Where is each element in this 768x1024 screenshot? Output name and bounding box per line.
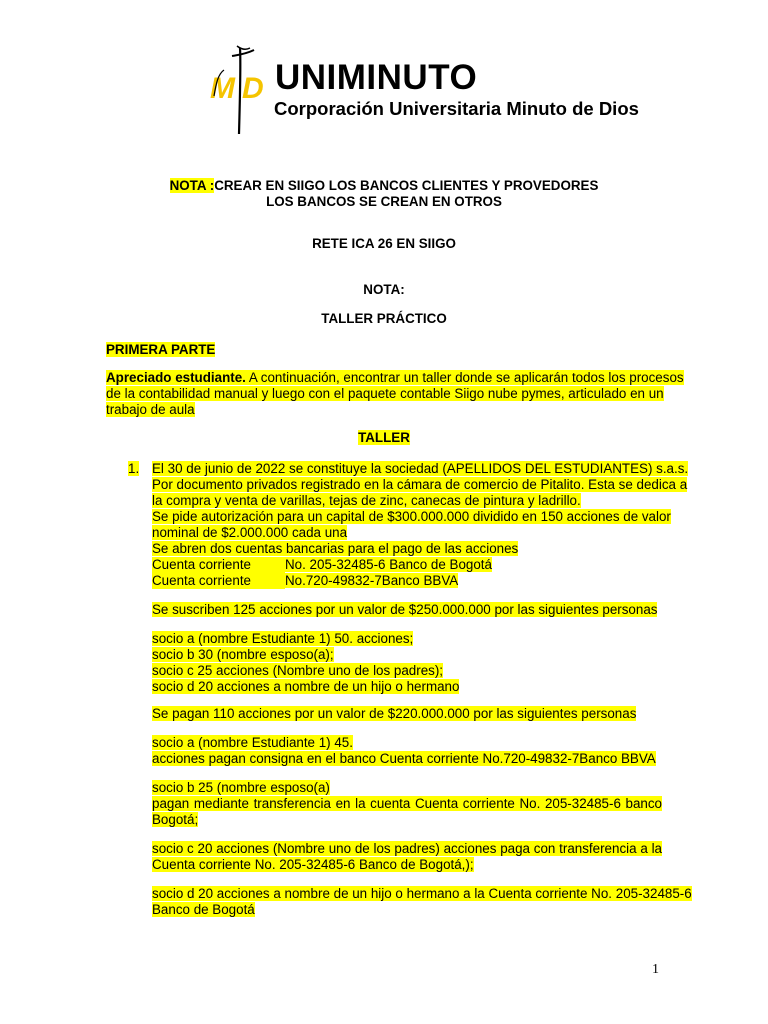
svg-text:M: M xyxy=(210,72,235,105)
nota-text: CREAR EN SIIGO LOS BANCOS CLIENTES Y PROVEDORES xyxy=(214,178,599,193)
md-cross-icon xyxy=(210,44,280,139)
item1-line-3: la compra y venta de varillas, tejas de zinc, canecas de pintura y ladrillo. xyxy=(152,493,581,508)
pago-c-line-2: Cuenta corriente No. 205-32485-6 Banco de Bogotá,); xyxy=(152,857,474,872)
socio-d-line: socio d 20 acciones a nombre de un hijo o hermano xyxy=(152,679,460,694)
intro-bold: Apreciado estudiante. xyxy=(106,370,246,385)
page-number: 1 xyxy=(652,962,659,977)
bancos-line: LOS BANCOS SE CREAN EN OTROS xyxy=(266,194,502,209)
account-row-2 xyxy=(152,573,458,589)
nota2-line: NOTA: xyxy=(363,282,405,297)
pagan-line: Se pagan 110 acciones por un valor de $220.000.000 por las siguientes personas xyxy=(152,706,637,721)
item1-line-6: Se abren dos cuentas bancarias para el pago de las acciones xyxy=(152,541,519,556)
socio-a-line: socio a (nombre Estudiante 1) 50. acciones; xyxy=(152,631,414,646)
intro-line-3: trabajo de aula xyxy=(106,402,195,417)
logo-wordmark: UNIMINUTO xyxy=(275,58,478,97)
pago-b-line-3: Bogotá; xyxy=(152,812,199,827)
item1-line-1: El 30 de junio de 2022 se constituye la sociedad (APELLIDOS DEL ESTUDIANTES) s.a.s. xyxy=(152,461,689,476)
socio-c-line: socio c 25 acciones (Nombre uno de los padres); xyxy=(152,663,444,678)
item1-line-4: Se pide autorización para un capital de $300.000.000 dividido en 150 acciones de valor xyxy=(152,509,671,524)
suscriben-line: Se suscriben 125 acciones por un valor de $250.000.000 por las siguientes personas xyxy=(152,602,658,617)
pago-c-line-1: socio c 20 acciones (Nombre uno de los padres) acciones paga con transferencia a la xyxy=(152,841,662,856)
nota-line xyxy=(0,178,768,194)
item-number: 1. xyxy=(128,461,140,476)
pago-a-line-1: socio a (nombre Estudiante 1) 45. xyxy=(152,735,353,750)
account-2-value: No.720-49832-7Banco BBVA xyxy=(285,573,459,588)
item1-line-5: nominal de $2.000.000 cada una xyxy=(152,525,348,540)
intro-line-2: de la contabilidad manual y luego con el paquete contable Siigo nube pymes, articulado en un xyxy=(106,386,664,401)
socio-b-line: socio b 30 (nombre esposo(a); xyxy=(152,647,334,662)
pago-b-line-1: socio b 25 (nombre esposo(a) xyxy=(152,780,330,795)
pago-d-line-2: Banco de Bogotá xyxy=(152,902,255,917)
item1-line-2: Por documento privados registrado en la cámara de comercio de Pitalito. Esta se dedica a xyxy=(152,477,688,492)
taller-heading: TALLER xyxy=(358,430,410,445)
account-1-label: Cuenta corriente xyxy=(152,557,285,573)
pago-a-line-2: acciones pagan consigna en el banco Cuenta corriente No.720-49832-7Banco BBVA xyxy=(152,751,656,766)
pago-b-line-2: pagan mediante transferencia en la cuenta Cuenta corriente No. 205-32485-6 banco xyxy=(152,796,662,811)
primera-parte-heading: PRIMERA PARTE xyxy=(106,342,216,357)
intro-line1-rest: A continuación, encontrar un taller donde se aplicarán todos los procesos xyxy=(245,370,684,385)
taller-practico-title: TALLER PRÁCTICO xyxy=(321,311,447,326)
svg-text:D: D xyxy=(242,72,264,105)
account-2-label: Cuenta corriente xyxy=(152,573,285,589)
account-1-value: No. 205-32485-6 Banco de Bogotá xyxy=(285,557,492,572)
intro-line-1 xyxy=(106,370,684,386)
logo-subtitle: Corporación Universitaria Minuto de Dios xyxy=(274,98,639,119)
nota-label: NOTA : xyxy=(169,178,215,193)
account-row-1 xyxy=(152,557,492,573)
rete-ica-line: RETE ICA 26 EN SIIGO xyxy=(312,236,456,251)
pago-d-line-1: socio d 20 acciones a nombre de un hijo o hermano a la Cuenta corriente No. 205-32485-6 xyxy=(152,886,692,901)
uniminuto-logo xyxy=(210,44,639,139)
